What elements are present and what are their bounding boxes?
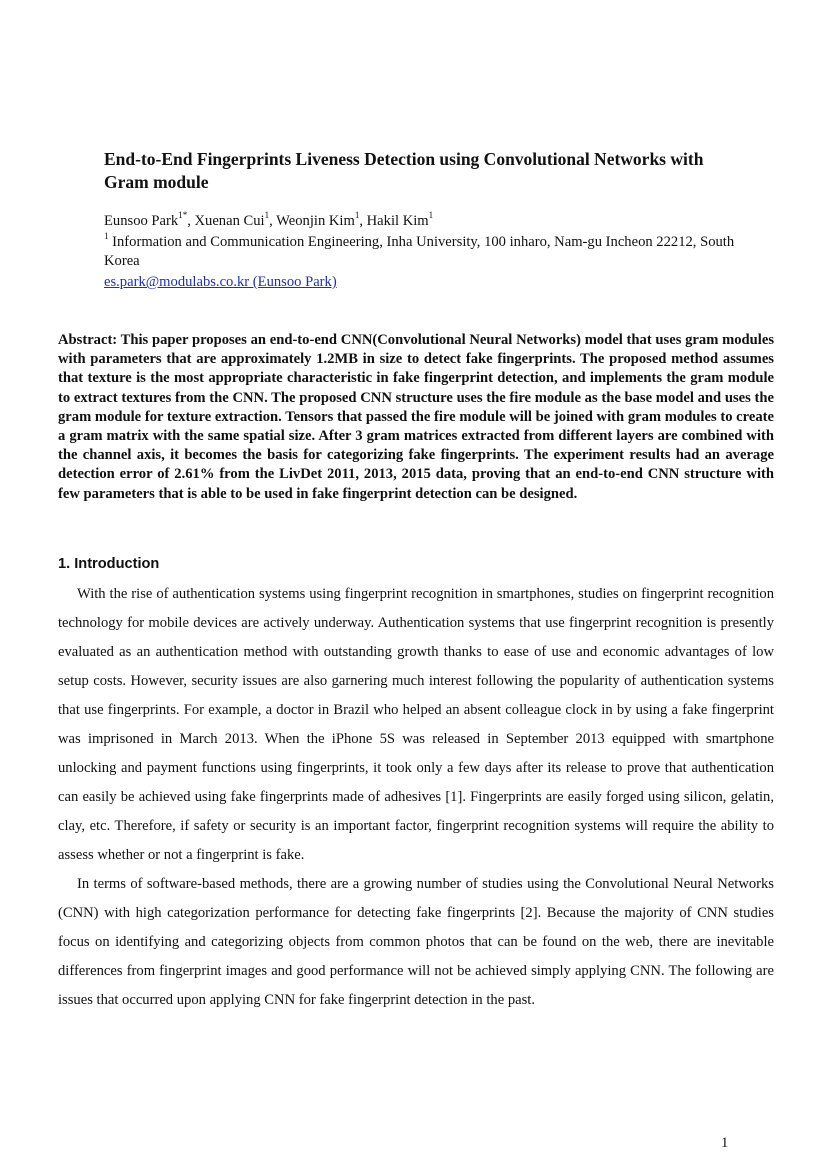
- body-text: [58, 580, 774, 1015]
- author-list: Eunsoo Park$^{1*}$, Xuenan Cui$^1$, Weonjin Kim$^1$, Hakil Kim$^1$: [104, 210, 434, 229]
- author-email-link[interactable]: es.park@modulabs.co.kr (Eunsoo Park): [104, 274, 337, 290]
- affiliation-mark: 1: [104, 231, 109, 242]
- author-name: Eunsoo Park: [104, 213, 179, 229]
- author-name: Hakil Kim: [366, 213, 429, 229]
- section-heading: 1. Introduction: [58, 556, 160, 572]
- body-paragraph: With the rise of authentication systems using fingerprint recognition in smartphones, studies on fingerprint recognition technology for mobile devices are actively underway. Authentication systems that use fingerprint recognition is presently evaluated as an authentication method with outstanding growth thanks to ease of use and economic advantages of low setup costs. However, security issues are also garnering much interest following the popularity of authentication systems that use fingerprints. For example, a doctor in Brazil who helped an absent colleague clock in by using a fake fingerprint was imprisoned in March 2013. When the iPhone 5S was released in September 2013 equipped with smartphone unlocking and payment functions using fingerprints, it took only a few days after its release to prove that authentication can easily be achieved using fake fingerprints made of adhesives [1]. Fingerprints are easily forged using silicon, gelatin, clay, etc. Therefore, if safety or security is an important factor, fingerprint recognition systems will require the ability to assess whether or not a fingerprint is fake.: [58, 586, 774, 863]
- author-superscript: 1: [428, 210, 434, 221]
- body-paragraph: In terms of software-based methods, there are a growing number of studies using the Convolutional Neural Networks (CNN) with high categorization performance for detecting fake fingerprints [2]. Because the majority of CNN studies focus on identifying and categorizing objects from common photos that can be found on the web, there are inevitable differences from fingerprint images and good performance will not be achieved simply applying CNN. The following are issues that occurred upon applying CNN for fake fingerprint detection in the past.: [58, 876, 774, 1008]
- author-superscript: 1*: [178, 210, 188, 221]
- paper-title: End-to-End Fingerprints Liveness Detection using Convolutional Networks with Gram module: [104, 149, 704, 192]
- page-number: 1: [721, 1135, 729, 1151]
- abstract: Abstract: This paper proposes an end-to-end CNN(Convolutional Neural Networks) model that uses gram modules with parameters that are approximately 1.2MB in size to detect fake fingerprints. The proposed method assumes that texture is the most appropriate characteristic in fake fingerprint detection, and implements the gram module to extract textures from the CNN. The proposed CNN structure uses the fire module as the base model and uses the gram module for texture extraction. Tensors that passed the fire module will be joined with gram modules to create a gram matrix with the same spatial size. After 3 gram matrices extracted from different layers are combined with the channel axis, it becomes the basis for categorizing fake fingerprints. The experiment results had an average detection error of 2.61% from the LivDet 2011, 2013, 2015 data, proving that an end-to-end CNN structure with few parameters that is able to be used in fake fingerprint detection can be designed.: [58, 332, 774, 502]
- author-name: Weonjin Kim: [276, 213, 355, 229]
- author-superscript: 1: [264, 210, 270, 221]
- affiliation: [104, 233, 744, 271]
- author-name: Xuenan Cui: [194, 213, 265, 229]
- author-superscript: 1: [354, 210, 360, 221]
- affiliation-text: Information and Communication Engineering, Inha University, 100 inharo, Nam-gu Incheon 22212, South Korea: [104, 234, 735, 269]
